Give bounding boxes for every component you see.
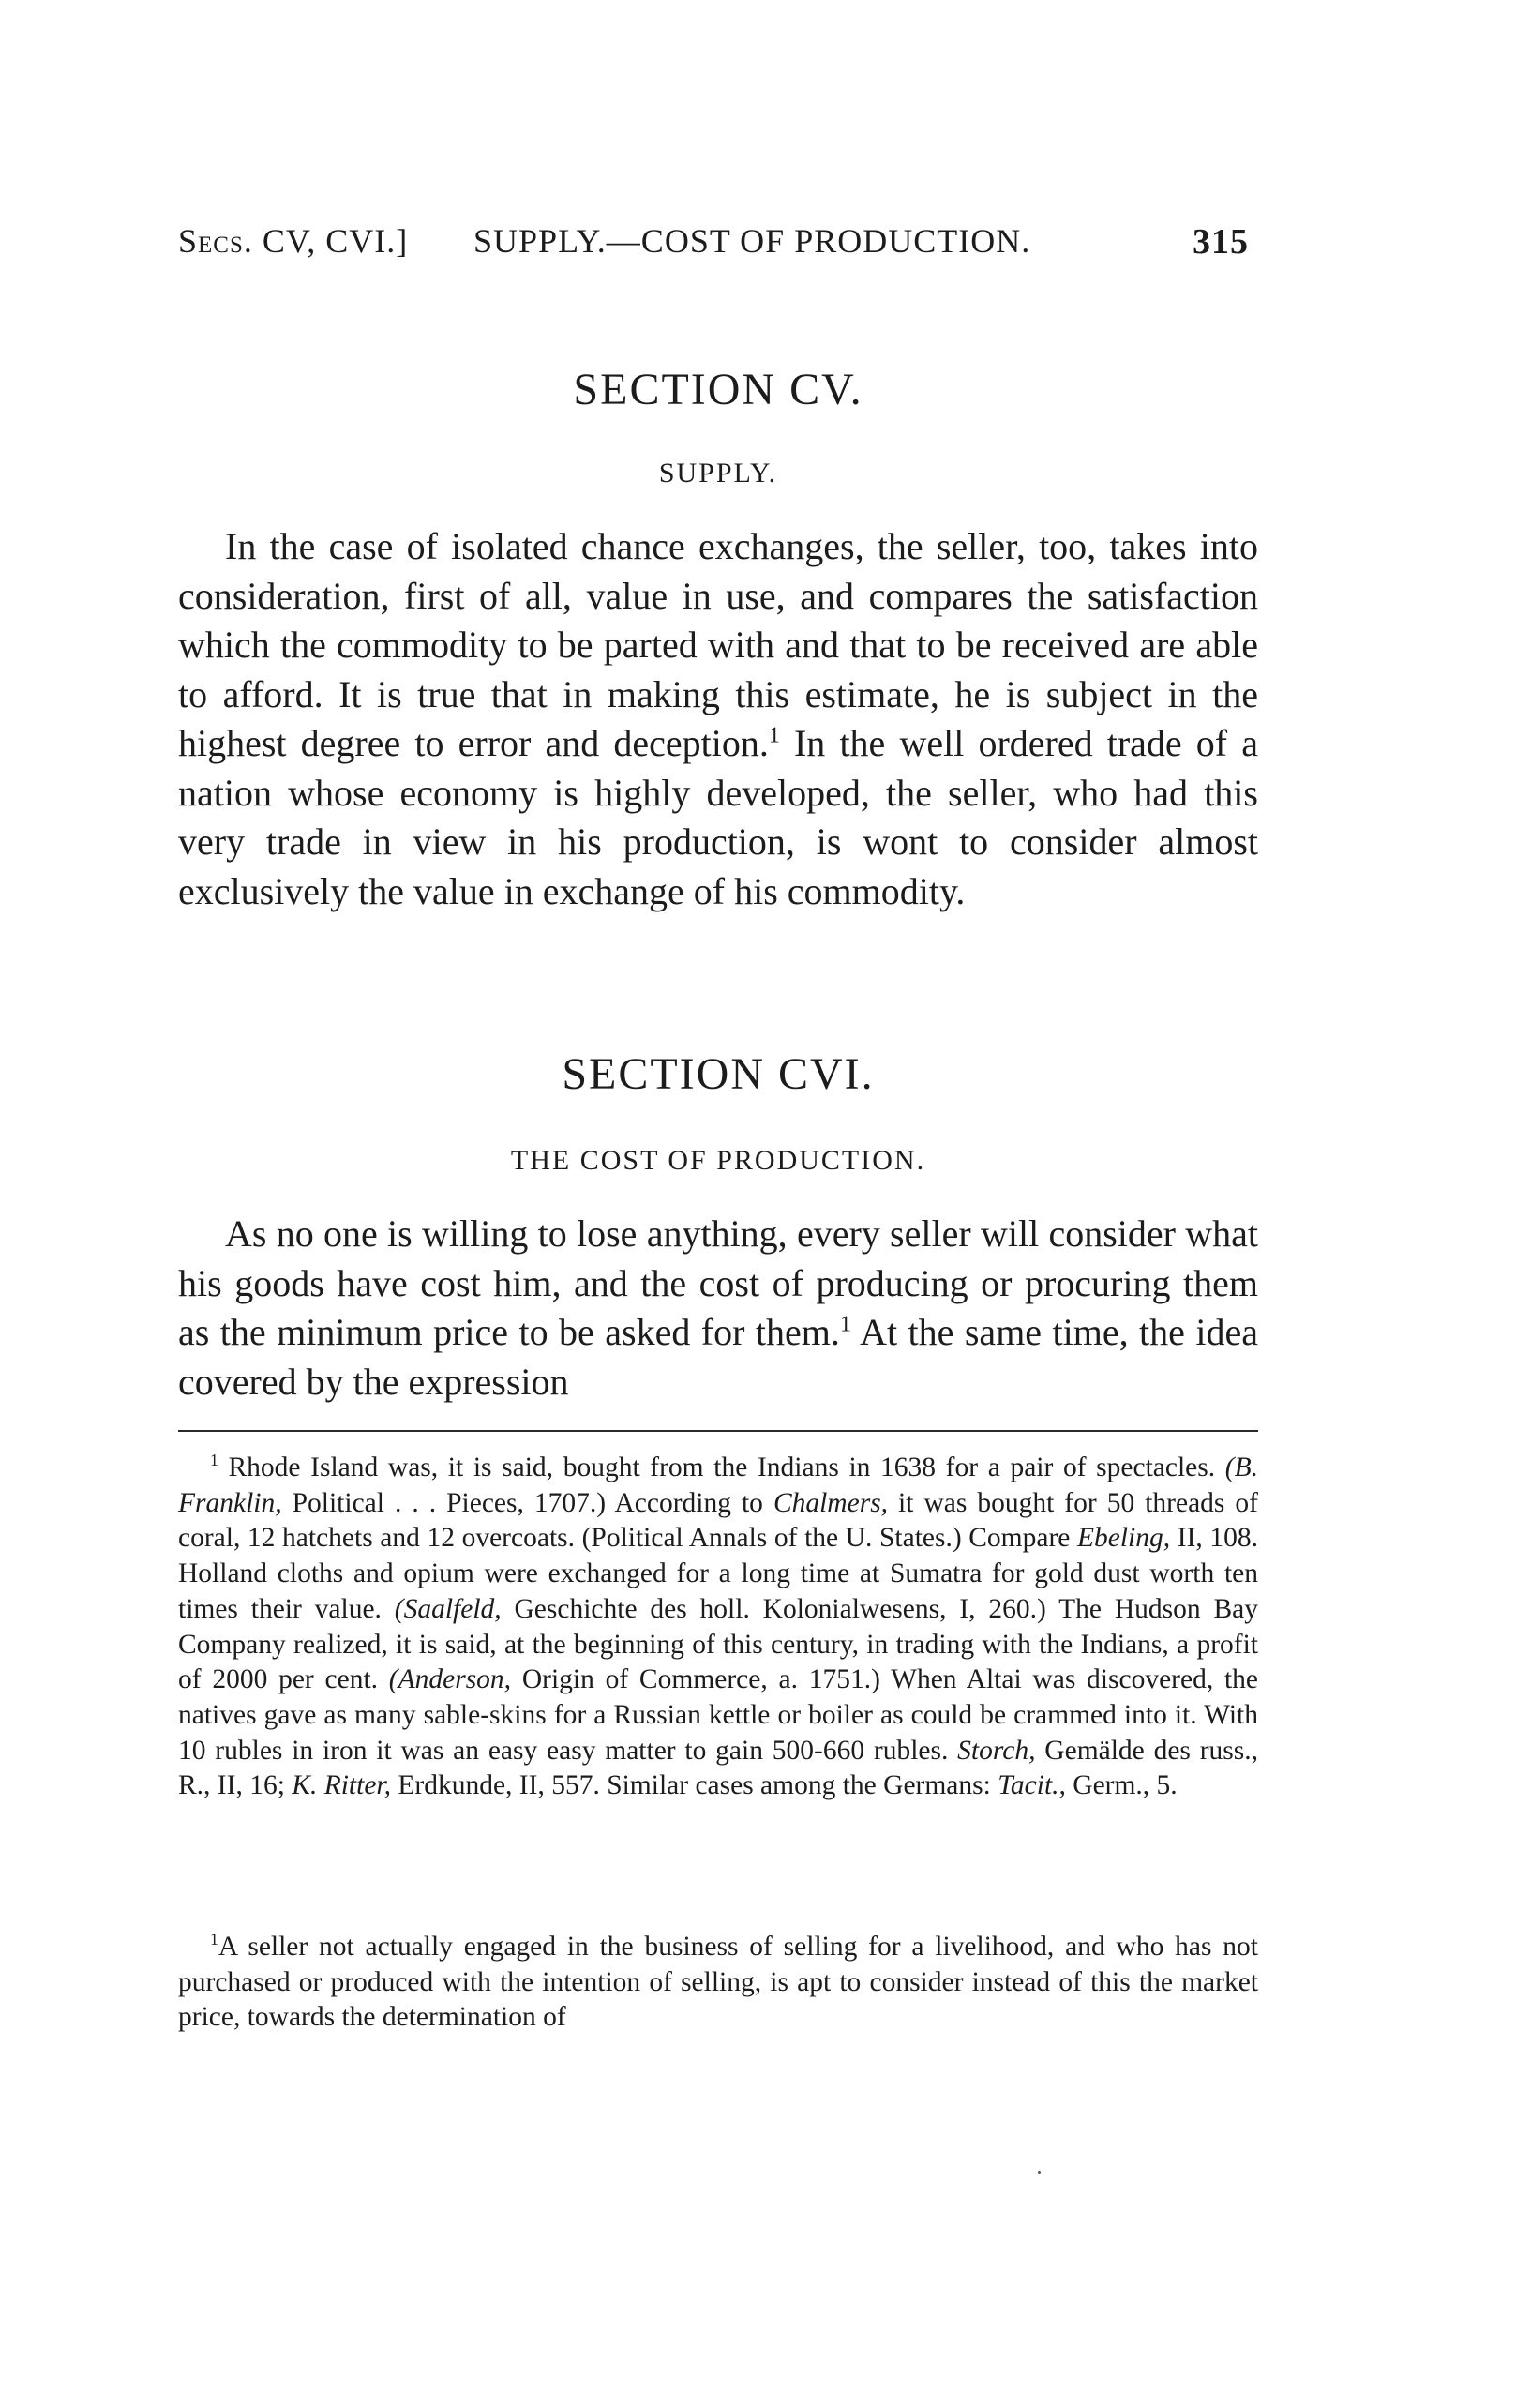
section-cv-text-part-2: In the well ordered trade of a nation whose economy is highly developed, the seller, who had this very trade in view in his production, is wont to consider almost exclusively the value in exchange of his commodity. xyxy=(178,722,1258,912)
footnote-1-text: it was bought for 50 threads of coral, 12 hatchets and 12 overcoats. (Political Annals of the U. States.) Compare xyxy=(178,1487,1258,1554)
footnote-2-marker: 1 xyxy=(210,1930,218,1949)
footnote-reference-2: 1 xyxy=(839,1312,851,1337)
footnote-1-text: Political . . . Pieces, 1707.) According to xyxy=(281,1487,773,1518)
footnote-2-text: A seller not actually engaged in the business of selling for a livelihood, and who has not purchased or produced with the intention of selling, is apt to consider instead of this the market price, towards the determination of xyxy=(178,1932,1258,2033)
running-head-title: SUPPLY.—COST OF PRODUCTION. xyxy=(473,222,1031,260)
footnote-1-author: (Saalfeld, xyxy=(394,1593,502,1624)
section-cvi-text-part-2: At the same time, the idea covered by the expression xyxy=(178,1311,1258,1403)
footnote-1 xyxy=(178,1451,1258,1804)
footnote-1-author: (Anderson, xyxy=(388,1664,512,1695)
page-number: 315 xyxy=(1193,222,1249,262)
section-cv-paragraph xyxy=(178,522,1258,916)
book-page xyxy=(178,0,1258,2408)
footnote-1-text: Erdkunde, II, 557. Similar cases among the Germans: xyxy=(391,1770,998,1801)
running-head xyxy=(178,221,1258,278)
footnote-1-author: Chalmers, xyxy=(773,1487,889,1518)
section-cv-heading: SECTION CV. xyxy=(573,365,863,414)
footnote-1-text: Geschichte des holl. Kolonialwesens, I, 260.) The Hudson Bay Company realized, it is said, at the beginning of this century, in trading with the Indians, a profit of 2000 per cent. xyxy=(178,1593,1258,1695)
section-cvi-text-part-1: As no one is willing to lose anything, every seller will consider what his goods have cost him, and the cost of producing or procuring them as the minimum price to be asked for them. xyxy=(178,1212,1258,1353)
section-cvi-heading: SECTION CVI. xyxy=(562,1049,875,1099)
footnote-1-text: Gemälde des russ., R., II, 16; xyxy=(178,1735,1258,1801)
footnote-1-text: II, 108. Holland cloths and opium were exchanged for a long time at Sumatra for gold dust worth ten times their value. xyxy=(178,1523,1258,1624)
footnote-1-author: Storch, xyxy=(957,1735,1036,1766)
footnote-1-author: (B. Franklin, xyxy=(178,1452,1258,1518)
footnote-2 xyxy=(178,1930,1258,2036)
footnote-1-author: Tacit., xyxy=(998,1770,1066,1801)
footnote-1-author: K. Ritter, xyxy=(292,1770,391,1801)
footnote-1-text: Origin of Commerce, a. 1751.) When Altai was discovered, the natives gave as many sable-skins for a Russian kettle or boiler as could be crammed into it. With 10 rubles in iron it was an easy easy matter to gain 500-660 rubles. xyxy=(178,1664,1259,1766)
footnote-1-text: Rhode Island was, it is said, bought from the Indians in 1638 for a pair of spectacles. xyxy=(218,1452,1225,1482)
section-cv-subheading: SUPPLY. xyxy=(658,458,778,489)
running-head-section-ref: Secs. CV, CVI.] xyxy=(178,222,409,260)
footnote-separator-rule xyxy=(178,1430,1258,1432)
section-cvi-paragraph xyxy=(178,1210,1258,1407)
section-cv-text-part-1: In the case of isolated chance exchanges, the seller, too, takes into consideration, first of all, value in use, and compares the satisfaction which the commodity to be parted with and that to be received are able to afford. It is true that in making this estimate, he is subject in the highest degree to error and deception. xyxy=(178,525,1258,764)
section-cvi-subheading: THE COST OF PRODUCTION. xyxy=(510,1145,926,1176)
footnote-1-author: Ebeling, xyxy=(1077,1523,1171,1554)
print-speck xyxy=(1038,2171,1041,2174)
footnote-1-text: Germ., 5. xyxy=(1065,1770,1178,1801)
footnote-reference-1: 1 xyxy=(768,723,780,748)
footnote-1-marker: 1 xyxy=(210,1451,218,1470)
